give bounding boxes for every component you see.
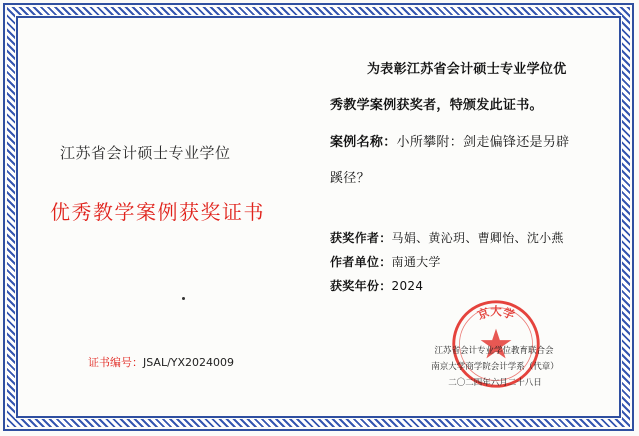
certificate-number <box>88 354 234 370</box>
case-name-value-line1: 小所攀附：剑走偏锋还是另辟 <box>396 135 570 150</box>
year-label: 获奖年份： <box>330 279 392 293</box>
year-value: 2024 <box>391 279 424 293</box>
seal-text: 京大学 <box>475 304 517 323</box>
certificate-number-label: 证书编号： <box>88 356 143 369</box>
unit-label: 作者单位： <box>330 255 392 269</box>
unit-row <box>330 253 441 270</box>
issuer-line-2: 南京大学商学院会计学系（代章） <box>431 362 559 372</box>
authors-row <box>330 229 564 246</box>
unit-value: 南通大学 <box>391 255 441 269</box>
issue-date: 二〇二四年六月二十八日 <box>448 378 542 388</box>
authors-label: 获奖作者： <box>330 231 392 245</box>
case-name-row <box>330 131 569 150</box>
intro-line-1: 为表彰江苏省会计硕士专业学位优 <box>367 62 567 77</box>
certificate-number-value: JSAL/YX2024009 <box>143 356 235 369</box>
issuer-line-1: 江苏省会计专业学位教育联合会 <box>434 346 554 356</box>
decorative-dot <box>182 297 185 300</box>
intro-line-2: 秀教学案例获奖者，特颁发此证书。 <box>330 98 543 113</box>
case-name-value-line2: 蹊径？ <box>330 171 370 186</box>
left-org-name: 江苏省会计硕士专业学位 <box>60 144 231 162</box>
year-row <box>330 277 423 294</box>
authors-value: 马娟、黄沁玥、曹卿怡、沈小燕 <box>391 231 564 245</box>
case-name-label: 案例名称： <box>330 135 397 150</box>
certificate-title: 优秀教学案例获奖证书 <box>50 200 265 224</box>
